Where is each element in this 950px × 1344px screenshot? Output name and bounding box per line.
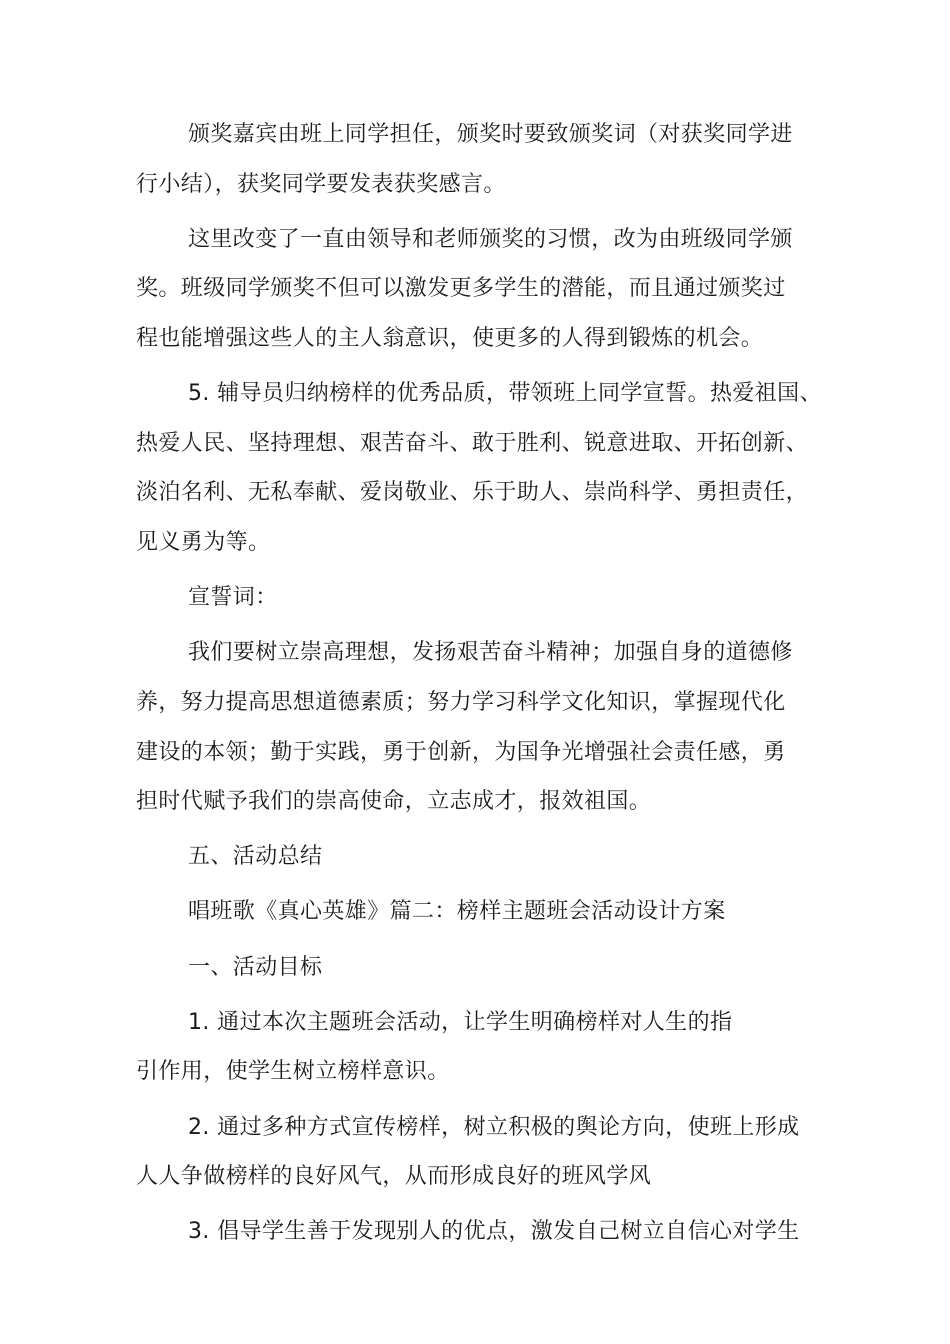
document-page bbox=[136, 110, 836, 1263]
paragraph-oath-text bbox=[136, 628, 836, 826]
paragraph-oath-heading bbox=[136, 573, 836, 623]
text-line: 2. 通过多种方式宣传榜样，树立积极的舆论方向，使班上形成 bbox=[188, 1114, 800, 1140]
text-line: 我们要树立崇高理想，发扬艰苦奋斗精神；加强自身的道德修 bbox=[188, 640, 793, 666]
text-line: 五、活动总结 bbox=[188, 844, 323, 870]
text-line: 行小结），获奖同学要发表获奖感言。 bbox=[136, 171, 506, 197]
text-line: 3. 倡导学生善于发现别人的优点，激发自己树立自信心对学生 bbox=[188, 1219, 800, 1245]
section-heading-summary bbox=[136, 832, 836, 882]
text-line: 宣誓词： bbox=[188, 585, 278, 611]
text-line: 唱班歌《真心英雄》篇二：榜样主题班会活动设计方案 bbox=[188, 899, 726, 925]
text-line: 引作用，使学生树立榜样意识。 bbox=[136, 1059, 450, 1085]
text-line: 人人争做榜样的良好风气，从而形成良好的班风学风 bbox=[136, 1164, 652, 1190]
paragraph-item-5 bbox=[136, 369, 836, 567]
paragraph-award-presenters bbox=[136, 110, 836, 209]
text-line: 热爱人民、坚持理想、艰苦奋斗、敢于胜利、锐意进取、开拓创新、 bbox=[136, 430, 809, 456]
text-line: 淡泊名利、无私奉献、爱岗敬业、乐于助人、崇尚科学、勇担责任， bbox=[136, 480, 809, 506]
paragraph-goal-2 bbox=[136, 1103, 836, 1202]
section-heading-goals bbox=[136, 943, 836, 993]
paragraph-class-song bbox=[136, 887, 836, 937]
text-line: 见义勇为等。 bbox=[136, 529, 271, 555]
text-line: 一、活动目标 bbox=[188, 954, 323, 980]
text-line: 5. 辅导员归纳榜样的优秀品质，带领班上同学宣誓。热爱祖国、 bbox=[188, 381, 822, 407]
text-line: 建设的本领；勤于实践，勇于创新，为国争光增强社会责任感，勇 bbox=[136, 739, 786, 765]
paragraph-goal-1 bbox=[136, 998, 836, 1097]
paragraph-goal-3 bbox=[136, 1207, 836, 1257]
text-line: 1. 通过本次主题班会活动，让学生明确榜样对人生的指 bbox=[188, 1009, 733, 1035]
text-line: 奖。班级同学颁奖不但可以激发更多学生的潜能，而且通过颁奖过 bbox=[136, 276, 786, 302]
text-line: 这里改变了一直由领导和老师颁奖的习惯，改为由班级同学颁 bbox=[188, 226, 793, 252]
paragraph-change-of-practice bbox=[136, 215, 836, 364]
text-line: 担时代赋予我们的崇高使命，立志成才，报效祖国。 bbox=[136, 789, 652, 815]
text-line: 颁奖嘉宾由班上同学担任，颁奖时要致颁奖词（对获奖同学进 bbox=[188, 122, 793, 147]
text-line: 程也能增强这些人的主人翁意识，使更多的人得到锻炼的机会。 bbox=[136, 325, 764, 351]
text-line: 养，努力提高思想道德素质；努力学习科学文化知识，掌握现代化 bbox=[136, 689, 786, 715]
